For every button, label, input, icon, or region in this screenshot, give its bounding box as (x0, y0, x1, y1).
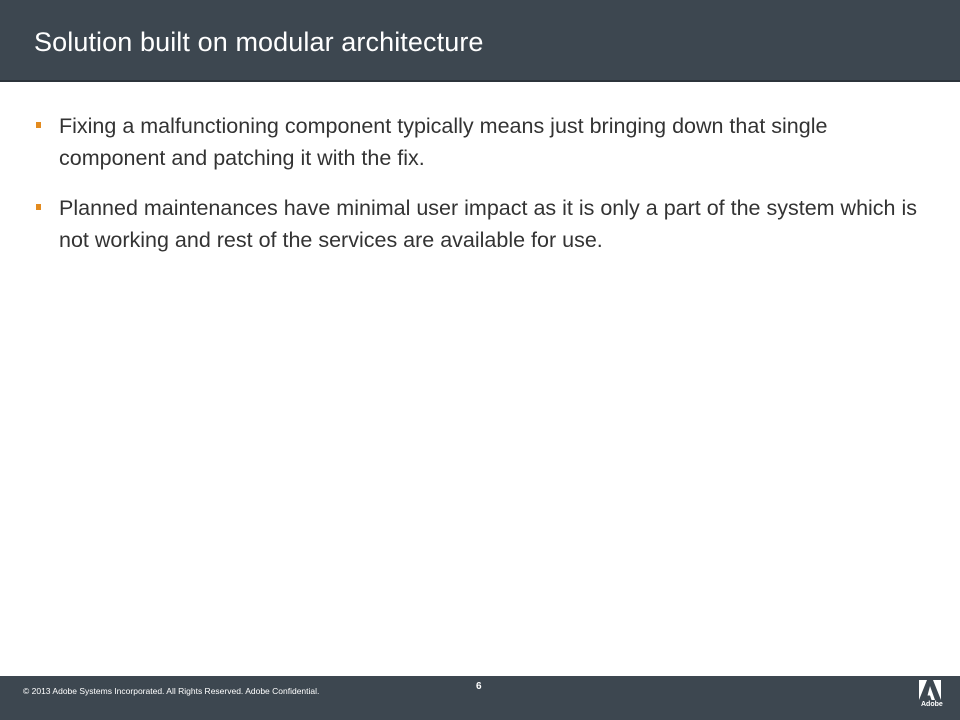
page-number: 6 (476, 681, 482, 692)
slide-content (36, 110, 926, 274)
adobe-logo-text: Adobe (921, 701, 943, 708)
bullet-text: Fixing a malfunctioning component typically means just bringing down that single component and patching it with the fix. (59, 114, 828, 170)
slide-header (0, 0, 960, 82)
copyright-text: © 2013 Adobe Systems Incorporated. All Rights Reserved. Adobe Confidential. (23, 686, 320, 696)
bullet-item (36, 110, 926, 174)
bullet-item (36, 192, 926, 256)
slide-title: Solution built on modular architecture (34, 27, 484, 57)
bullet-list (36, 110, 926, 256)
bullet-square-icon (36, 122, 41, 128)
adobe-logo-icon (919, 680, 941, 716)
bullet-text: Planned maintenances have minimal user impact as it is only a part of the system which is not working and rest of the services are available for use. (59, 196, 918, 252)
bullet-square-icon (36, 204, 41, 210)
slide-footer (0, 676, 960, 720)
